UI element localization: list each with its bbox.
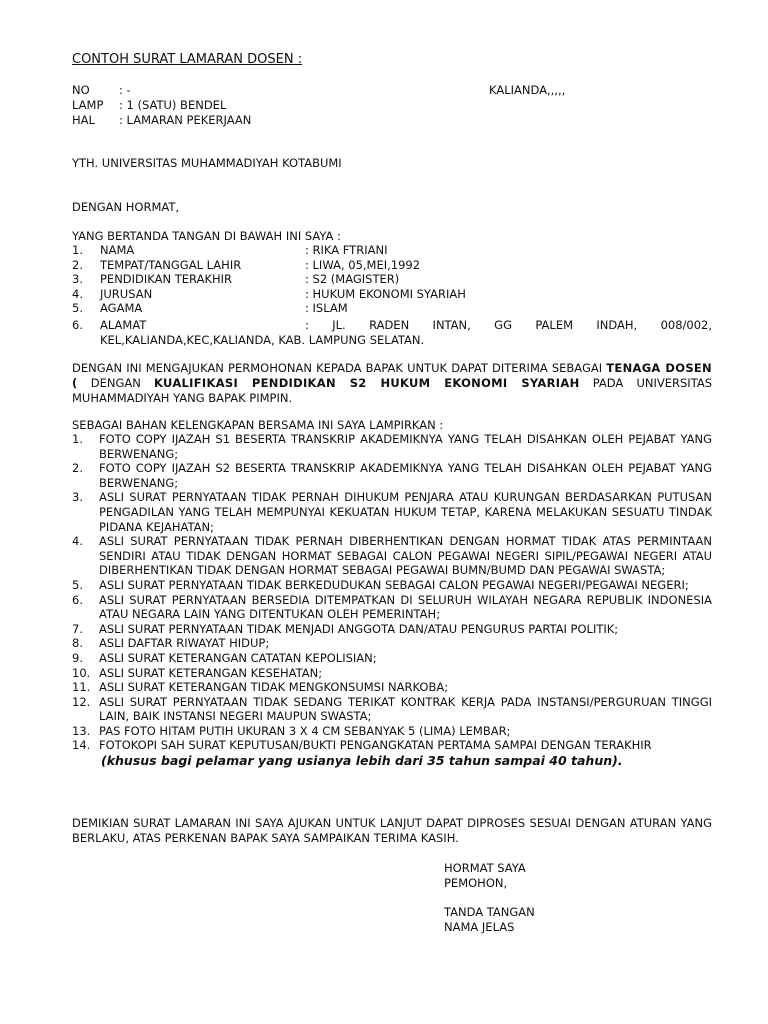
identity-number: 1.: [72, 243, 83, 257]
list-item: [72, 461, 712, 490]
application-text: DENGAN INI MENGAJUKAN PERMOHONAN KEPADA BAPAK UNTUK DAPAT DITERIMA SEBAGAI: [72, 361, 607, 375]
list-item: [72, 724, 712, 739]
place-date: KALIANDA,,,,,: [489, 83, 566, 97]
item-number: 12.: [72, 694, 91, 709]
item-number: 13.: [72, 723, 91, 738]
item-number: 7.: [72, 621, 83, 636]
list-item: [72, 666, 712, 681]
closing-paragraph: DEMIKIAN SURAT LAMARAN INI SAYA AJUKAN UNTUK LANJUT DAPAT DIPROSES SESUAI DENGAN ATURAN YANG BERLAKU, ATAS PERKENAN BAPAK SAYA SAMPAIKAN TERIMA KASIH.: [72, 816, 712, 845]
identity-list: [72, 243, 712, 316]
identity-number: 4.: [72, 286, 83, 301]
identity-row: [72, 258, 712, 273]
identity-row: [72, 301, 712, 316]
attachments-intro: SEBAGAI BAHAN KELENGKAPAN BERSAMA INI SAYA LAMPIRKAN :: [72, 418, 444, 432]
list-item: [72, 622, 712, 637]
list-item: [72, 578, 712, 593]
item-text: ASLI SURAT PERNYATAAN TIDAK PERNAH DIHUKUM PENJARA ATAU KURUNGAN BERDASARKAN PUTUSAN PENGADILAN YANG TELAH MEMPUNYAI KEKUATAN HUKUM TETAP, KARENA MELAKUKAN SESUATU TINDAK PIDANA KEJAHATAN;: [99, 490, 712, 534]
identity-row: [72, 272, 712, 287]
identity-number: 5.: [72, 301, 83, 315]
identity-value: : LIWA, 05,MEI,1992: [305, 257, 421, 272]
item-text: ASLI SURAT PERNYATAAN TIDAK PERNAH DIBERHENTIKAN DENGAN HORMAT TIDAK ATAS PERMINTAAN SENDIRI ATAU TIDAK DENGAN HORMAT SEBAGAI CALON PEGAWAI NEGERI SIPIL/PEGAWAI NEGERI ATAU DIBERHENTIKAN TIDAK DENGAN HORMAT SEBAGAI PEGAWAI BUMN/BUMD DAN PEGAWAI SWASTA;: [99, 534, 712, 578]
item-number: 6.: [72, 592, 83, 607]
item-number: 11.: [72, 680, 91, 695]
meta-value: : -: [119, 83, 131, 97]
item-text: ASLI DAFTAR RIWAYAT HIDUP;: [99, 636, 270, 651]
identity-number: 2.: [72, 257, 83, 272]
meta-key: HAL: [72, 113, 95, 127]
item-text: PAS FOTO HITAM PUTIH UKURAN 3 X 4 CM SEBANYAK 5 (LIMA) LEMBAR;: [99, 723, 511, 738]
signature-role: PEMOHON,: [444, 876, 508, 890]
meta-row-subject: [72, 113, 251, 127]
list-item: [72, 651, 712, 666]
identity-label: AGAMA: [100, 301, 143, 315]
identity-value: : RIKA FTRIANI: [305, 243, 388, 257]
intro-line: YANG BERTANDA TANGAN DI BAWAH INI SAYA :: [72, 229, 341, 243]
signature-closing: HORMAT SAYA: [444, 861, 526, 875]
item-note: (khusus bagi pelamar yang usianya lebih dari 35 tahun sampai 40 tahun).: [101, 753, 623, 769]
list-item: [72, 490, 712, 534]
greeting: DENGAN HORMAT,: [72, 200, 180, 214]
list-item: [72, 695, 712, 724]
item-number: 9.: [72, 650, 83, 665]
item-number: 10.: [72, 665, 91, 680]
item-text: ASLI SURAT PERNYATAAN BERSEDIA DITEMPATKAN DI SELURUH WILAYAH NEGARA REPUBLIK INDONESIA ATAU NEGARA LAIN YANG DITENTUKAN OLEH PEMERINTAH;: [99, 592, 712, 622]
identity-value: : HUKUM EKONOMI SYARIAH: [305, 286, 466, 301]
list-item: [72, 593, 712, 622]
identity-label: NAMA: [100, 243, 135, 257]
application-text: DENGAN: [77, 376, 155, 390]
list-item: [72, 680, 712, 695]
letter-title: CONTOH SURAT LAMARAN DOSEN :: [72, 52, 303, 67]
list-item: [72, 636, 712, 651]
meta-key: LAMP: [72, 98, 104, 112]
identity-number: 6.: [72, 318, 83, 332]
item-text: ASLI SURAT PERNYATAAN TIDAK BERKEDUDUKAN SEBAGAI CALON PEGAWAI NEGERI/PEGAWAI NEGERI;: [99, 577, 689, 592]
item-number: 1.: [72, 432, 83, 446]
identity-label: ALAMAT: [100, 318, 147, 332]
signature-name: NAMA JELAS: [444, 920, 515, 934]
attachments-list: [72, 432, 712, 769]
identity-label: PENDIDIKAN TERAKHIR: [100, 272, 233, 286]
address-continuation: KEL,KALIANDA,KEC,KALIANDA, KAB. LAMPUNG SELATAN.: [100, 333, 425, 347]
address-value: : JL. RADEN INTAN, GG PALEM INDAH, 008/002,: [305, 318, 712, 332]
item-number: 14.: [72, 738, 91, 753]
item-text: ASLI SURAT KETERANGAN KESEHATAN;: [99, 665, 323, 680]
meta-value: : 1 (SATU) BENDEL: [119, 98, 227, 112]
identity-number: 3.: [72, 272, 83, 286]
identity-row: [72, 243, 712, 258]
application-qualification: KUALIFIKASI PENDIDIKAN S2 HUKUM EKONOMI SYARIAH: [154, 376, 580, 390]
letter-page: [72, 0, 712, 1024]
item-text: FOTO COPY IJAZAH S2 BESERTA TRANSKRIP AKADEMIKNYA YANG TELAH DISAHKAN OLEH PEJABAT YANG BERWENANG;: [99, 461, 712, 490]
recipient: YTH. UNIVERSITAS MUHAMMADIYAH KOTABUMI: [72, 156, 342, 170]
item-text: ASLI SURAT PERNYATAAN TIDAK MENJADI ANGGOTA DAN/ATAU PENGURUS PARTAI POLITIK;: [99, 621, 619, 636]
item-text: FOTO COPY IJAZAH S1 BESERTA TRANSKRIP AKADEMIKNYA YANG TELAH DISAHKAN OLEH PEJABAT YANG BERWENANG;: [99, 432, 712, 461]
identity-value: : ISLAM: [305, 301, 348, 315]
item-text: FOTOKOPI SAH SURAT KEPUTUSAN/BUKTI PENGANGKATAN PERTAMA SAMPAI DENGAN TERAKHIR: [99, 738, 652, 753]
meta-value: : LAMARAN PEKERJAAN: [119, 113, 252, 127]
application-paragraph: [72, 361, 712, 406]
meta-row-attachment: [72, 98, 226, 112]
signature-placeholder: TANDA TANGAN: [444, 905, 535, 919]
list-item: [72, 738, 712, 769]
item-text: ASLI SURAT KETERANGAN CATATAN KEPOLISIAN;: [99, 650, 377, 665]
identity-label: JURUSAN: [100, 286, 153, 301]
meta-key: NO: [72, 83, 90, 97]
meta-row-number: [72, 83, 131, 97]
list-item: [72, 534, 712, 578]
item-number: 5.: [72, 577, 83, 592]
item-number: 2.: [72, 461, 83, 476]
application-text: PADA UNIVERSITAS MUHAMMADIYAH YANG BAPAK PIMPIN.: [72, 376, 712, 405]
item-text: ASLI SURAT PERNYATAAN TIDAK SEDANG TERIKAT KONTRAK KERJA PADA INSTANSI/PERGURUAN TINGGI LAIN, BAIK INSTANSI NEGERI MAUPUN SWASTA;: [99, 694, 712, 724]
application-position: TENAGA DOSEN (: [72, 361, 712, 390]
identity-label: TEMPAT/TANGGAL LAHIR: [100, 257, 242, 272]
item-text: ASLI SURAT KETERANGAN TIDAK MENGKONSUMSI NARKOBA;: [99, 680, 449, 695]
item-number: 4.: [72, 534, 83, 549]
identity-row: [72, 287, 712, 302]
item-number: 3.: [72, 490, 83, 505]
item-number: 8.: [72, 636, 83, 651]
list-item: [72, 432, 712, 461]
identity-value: : S2 (MAGISTER): [305, 272, 400, 286]
